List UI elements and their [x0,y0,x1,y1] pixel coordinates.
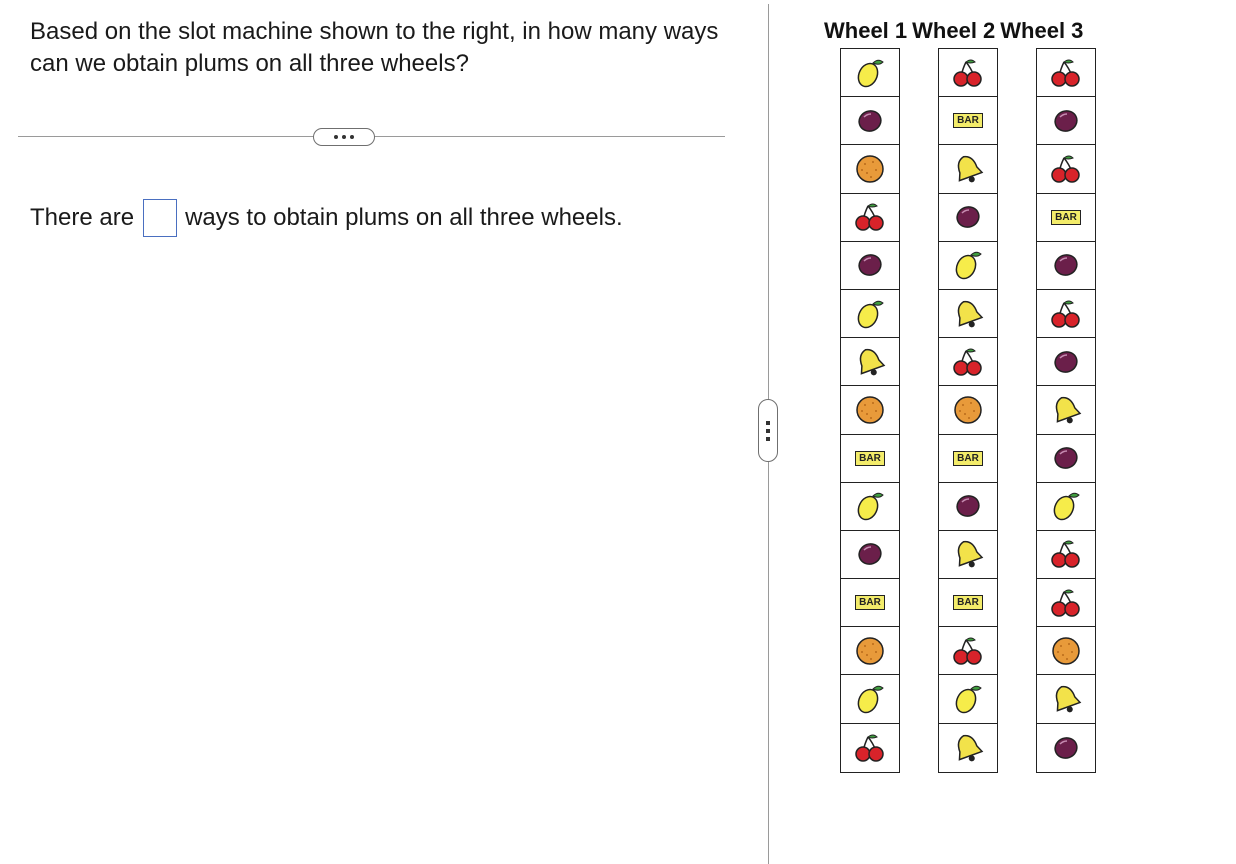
wheel-cell [939,435,997,483]
wheel-cell [841,724,899,772]
wheel-cell [1037,627,1095,675]
wheel-cell [1037,483,1095,531]
wheel-cell [939,338,997,386]
wheel-cell [841,49,899,97]
plum-icon [855,539,885,569]
bell-icon [853,345,887,379]
wheel-cell [939,97,997,145]
wheel-cell [1037,386,1095,434]
cherry-icon [853,731,887,765]
plum-icon [1051,106,1081,136]
cherry-icon [1049,152,1083,186]
bar-symbol: BAR [953,113,983,128]
dot-icon [350,135,354,139]
plum-icon [953,491,983,521]
wheel-header-3: Wheel 3 [1000,18,1084,43]
dot-icon [766,429,770,433]
wheel-cell [1037,531,1095,579]
orange-icon [853,152,887,186]
cherry-icon [1049,586,1083,620]
dot-icon [766,437,770,441]
wheel-cell [1037,49,1095,97]
bar-symbol: BAR [953,595,983,610]
question-text: Based on the slot machine shown to the right, in how many ways can we obtain plums on all three wheels? [30,18,719,77]
wheel-cell [1037,145,1095,193]
bar-symbol: BAR [953,451,983,466]
bell-icon [951,297,985,331]
wheel-cell [939,49,997,97]
answer-suffix: ways to obtain plums on all three wheels. [185,204,623,231]
answer-row [30,198,623,238]
wheel-cell [841,194,899,242]
plum-icon [1051,443,1081,473]
lemon-icon [951,248,985,282]
answer-prefix: There are [30,204,135,231]
answer-input[interactable] [143,199,177,237]
wheel-cell [841,483,899,531]
wheel-cell [841,242,899,290]
dot-icon [334,135,338,139]
wheel-headers [824,18,1088,44]
orange-icon [1049,634,1083,668]
show-more-button[interactable] [313,128,375,146]
wheel-cell [1037,724,1095,772]
wheel-cell [939,579,997,627]
bell-icon [951,731,985,765]
plum-icon [1051,347,1081,377]
dot-icon [342,135,346,139]
plum-icon [953,202,983,232]
splitter-handle[interactable] [758,399,778,462]
wheel-cell [841,531,899,579]
wheel-cell [939,386,997,434]
bar-symbol: BAR [855,451,885,466]
wheel-cell [841,386,899,434]
bell-icon [1049,393,1083,427]
wheel-cell [939,675,997,723]
plum-icon [855,106,885,136]
wheel-3-column [1036,48,1096,773]
lemon-icon [951,682,985,716]
orange-icon [853,393,887,427]
wheel-cell [1037,97,1095,145]
wheel-cell [1037,435,1095,483]
wheel-cell [939,145,997,193]
wheel-cell [939,290,997,338]
wheel-1-column [840,48,900,773]
cherry-icon [853,200,887,234]
lemon-icon [853,56,887,90]
bar-symbol: BAR [1051,210,1081,225]
wheel-cell [939,483,997,531]
bar-symbol: BAR [855,595,885,610]
bell-icon [951,152,985,186]
wheel-cell [841,675,899,723]
wheel-header-1: Wheel 1 [824,18,908,43]
bell-icon [951,537,985,571]
dot-icon [766,421,770,425]
cherry-icon [1049,297,1083,331]
plum-icon [1051,733,1081,763]
wheel-cell [939,627,997,675]
wheel-header-2: Wheel 2 [912,18,996,43]
wheel-cell [939,194,997,242]
wheel-cell [1037,579,1095,627]
wheel-cell [939,242,997,290]
wheel-cell [1037,194,1095,242]
wheel-cell [841,338,899,386]
wheel-cell [1037,338,1095,386]
wheel-cell [841,435,899,483]
lemon-icon [853,489,887,523]
wheel-cell [939,531,997,579]
lemon-icon [1049,489,1083,523]
wheel-cell [841,627,899,675]
lemon-icon [853,682,887,716]
wheel-2-column [938,48,998,773]
wheel-cell [841,97,899,145]
orange-icon [951,393,985,427]
wheel-cell [939,724,997,772]
plum-icon [1051,250,1081,280]
orange-icon [853,634,887,668]
plum-icon [855,250,885,280]
wheel-cell [841,579,899,627]
bell-icon [1049,682,1083,716]
cherry-icon [951,56,985,90]
wheel-cell [841,145,899,193]
cherry-icon [1049,537,1083,571]
cherry-icon [1049,56,1083,90]
wheel-cell [1037,675,1095,723]
cherry-icon [951,345,985,379]
lemon-icon [853,297,887,331]
wheel-cell [841,290,899,338]
cherry-icon [951,634,985,668]
wheel-cell [1037,290,1095,338]
wheel-cell [1037,242,1095,290]
